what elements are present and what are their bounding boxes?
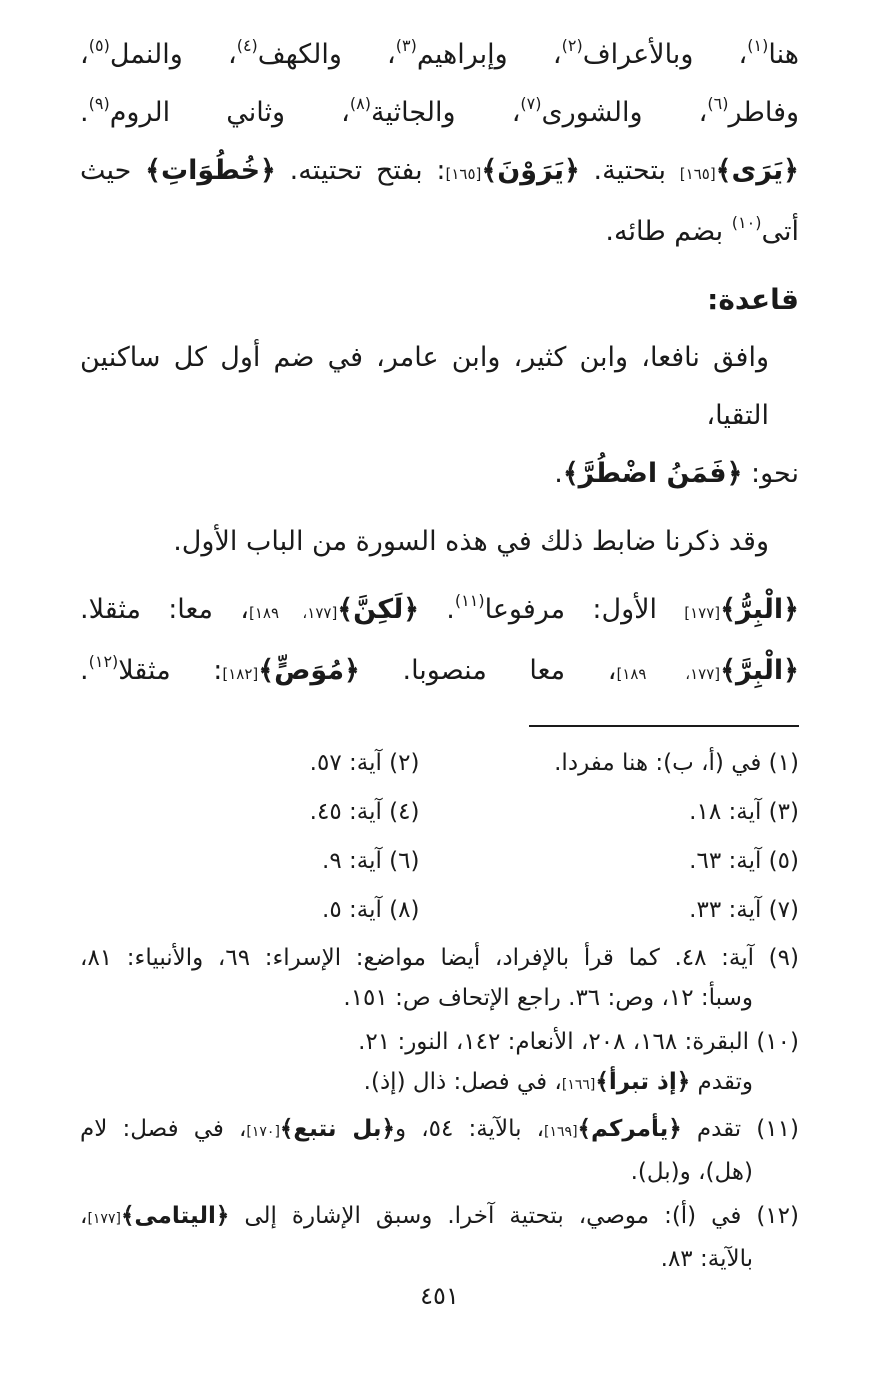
footnote-3: (٣) آية: ١٨.: [689, 799, 799, 825]
section-heading: قاعدة:: [707, 283, 799, 316]
footnote-grid: [80, 739, 799, 935]
paragraph-reference: [80, 513, 799, 571]
text-line: ﴿يَرَى﴾[١٦٥] بتحتية. ﴿يَرَوْنَ﴾[١٦٥]: بفتح تحتيته. ﴿خُطُوَاتِ﴾ حيث: [80, 155, 799, 186]
text-line: نحو: ﴿فَمَنُ اضْطُرَّ﴾.: [554, 458, 799, 489]
page-number: ٤٥١: [420, 1282, 459, 1310]
text-line: ﴿الْبِرَّ﴾[١٧٧، ١٨٩]، معا منصوبا. ﴿مُوَصٍّ﴾[١٨٢]: مثقلا$^{(١٢)}$.: [80, 652, 799, 686]
text-line: أتى$^{(١٠)}$ بضم طائه.: [605, 213, 799, 247]
footnotes: [80, 739, 799, 1279]
page-content: [80, 26, 799, 1283]
footnote-8: (٨) آية: ٥.: [322, 897, 420, 923]
footnote-6: (٦) آية: ٩.: [322, 848, 420, 874]
text-line: وفاطر$^{(٦)}$، والشورى$^{(٧)}$، والجاثية$^{(٨)}$، وثاني الروم$^{(٩)}$.: [80, 94, 800, 128]
text-line: هنا$^{(١)}$، وبالأعراف$^{(٢)}$، وإبراهيم$^{(٣)}$، والكهف$^{(٤)}$، والنمل$^{(٥)}$،: [80, 36, 799, 70]
footnote-12: (١٢) في (أ): موصي، بتحتية آخرا. وسبق الإشارة إلى ﴿اليتامى﴾[١٧٧]، بالآية: ٨٣.: [80, 1203, 799, 1272]
footnote-divider: [529, 725, 799, 727]
footnote-11: (١١) تقدم ﴿يأمركم﴾[١٦٩]، بالآية: ٥٤، و﴿بل نتبع﴾[١٧٠]، في فصل: لام (هل)، و(بل).: [80, 1116, 799, 1185]
footnote-10: (١٠) البقرة: ١٦٨، ٢٠٨، الأنعام: ١٤٢، النور: ٢١. وتقدم ﴿إذ تبرأ﴾[١٦٦]، في فصل: ذال (إذ).: [358, 1029, 799, 1095]
text-line: وقد ذكرنا ضابط ذلك في هذه السورة من الباب الأول.: [173, 526, 769, 557]
footnote-2: (٢) آية: ٥٧.: [309, 750, 420, 776]
footnote-5: (٥) آية: ٦٣.: [689, 848, 799, 874]
footnote-7: (٧) آية: ٣٣.: [689, 897, 799, 923]
text-line: وافق نافعا، وابن كثير، وابن عامر، في ضم أول كل ساكنين التقيا،: [80, 342, 769, 431]
footnote-1: (١) في (أ، ب): هنا مفردا.: [554, 750, 799, 776]
paragraph-rule: [80, 329, 799, 503]
footnote-4: (٤) آية: ٤٥.: [309, 799, 420, 825]
paragraph-readings: [80, 26, 799, 261]
footnote-9: (٩) آية: ٤٨. كما قرأ بالإفراد، أيضا مواضع: الإسراء: ٦٩، والأنبياء: ٨١، وسبأ: ١٢، وص: ٣٦. راجع الإتحاف ص: ١٥١.: [80, 945, 799, 1011]
paragraph-words: [80, 581, 799, 703]
text-line: ﴿الْبِرُّ﴾[١٧٧] الأول: مرفوعا$^{(١١)}$. ﴿لَكِنَّ﴾[١٧٧، ١٨٩]، معا: مثقلا.: [80, 591, 800, 625]
